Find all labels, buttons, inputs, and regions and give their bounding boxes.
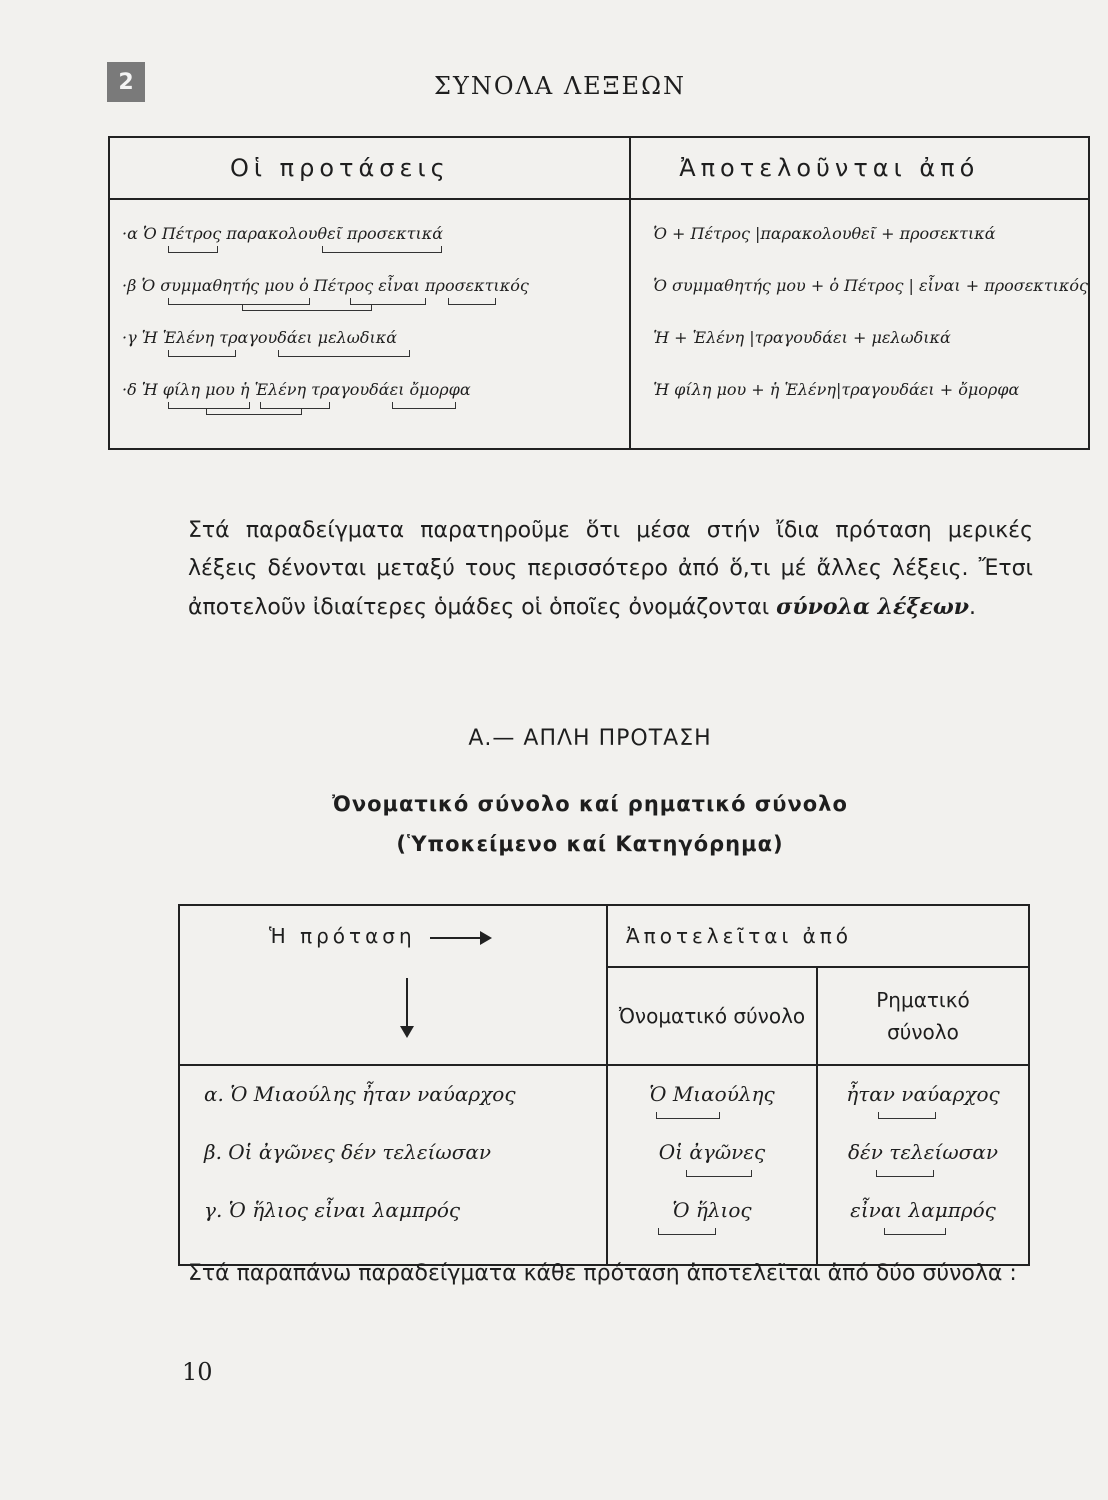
table2-header-composed-of: Ἀποτελεῖται ἀπό <box>607 905 1029 967</box>
table1-parts-row: Ὁ + Πέτρος |παρακολουθεῖ + προσεκτικά <box>653 224 996 243</box>
verbal-group <box>818 1196 1028 1254</box>
table2-header-sentence <box>179 905 607 1065</box>
nominal-group <box>608 1080 816 1138</box>
group-bracket <box>884 1228 946 1235</box>
sentence-text: Ἡ Ἑλένη τραγουδάει μελωδικά <box>141 328 398 347</box>
intro-paragraph <box>188 512 1033 627</box>
table2-header-nominal: Ὀνοματικό σύνολο <box>607 967 817 1065</box>
table1-parts-row: Ἡ φίλη μου + ἡ Ἑλένη|τραγουδάει + ὄμορφα <box>653 380 1020 399</box>
verbal-text: δέν τελείωσαν <box>848 1140 998 1164</box>
row-label: γ <box>127 328 137 347</box>
group-bracket <box>448 298 496 305</box>
nominal-group <box>608 1196 816 1254</box>
arrow-right-icon <box>430 937 490 939</box>
page-title: ΣΥΝΟΛΑ ΛΕΞΕΩΝ <box>434 72 686 100</box>
table1-parts-column <box>630 199 1089 449</box>
nominal-text: Ὁ Μιαούλης <box>649 1082 775 1106</box>
table2-header-verbal: Ρηματικό σύνολο <box>817 967 1029 1065</box>
table2-sentence-row <box>180 1196 606 1254</box>
group-bracket <box>278 350 410 357</box>
page-number: 10 <box>182 1358 213 1386</box>
sentence-text: Ἡ φίλη μου ἡ Ἑλένη τραγουδάει ὄμορφα <box>141 380 471 399</box>
table2-header-sentence-text: Ἡ πρόταση <box>269 924 416 948</box>
row-label: β <box>127 276 137 295</box>
group-bracket <box>168 350 236 357</box>
row-label: β. <box>204 1140 222 1164</box>
group-bracket <box>206 408 302 415</box>
sentence-text: Οἱ ἀγῶνες δέν τελείωσαν <box>228 1140 492 1164</box>
row-label: α <box>127 224 138 243</box>
sentence-text: Ὁ Πέτρος παρακολουθεῖ προσεκτικά <box>143 224 444 243</box>
subheading-parenthetical: (Ὑποκείμενο καί Κατηγόρημα) <box>396 832 784 856</box>
group-bracket <box>658 1228 716 1235</box>
table1-sentence-row: ·β Ὁ συμμαθητής μου ὁ Πέτρος εἶναι προσεκτικός <box>110 274 629 326</box>
group-bracket <box>878 1112 936 1119</box>
nominal-group <box>608 1138 816 1196</box>
sentence-text: Ὁ Μιαούλης ἦταν ναύαρχος <box>230 1082 516 1106</box>
table2-sentence-row <box>180 1138 606 1196</box>
arrow-down-icon <box>406 978 408 1034</box>
table1-header-sentences: Οἱ προτάσεις <box>109 137 630 199</box>
sentence-text: Ὁ ἥλιος εἶναι λαμπρός <box>228 1198 461 1222</box>
group-bracket <box>392 402 456 409</box>
table1-header-composed-of: Ἀποτελοῦνται ἀπό <box>630 137 1089 199</box>
table2-nominal-column <box>607 1065 817 1265</box>
paragraph-text: Στά παραδείγματα παρατηροῦμε ὅτι μέσα στήν ἴδια πρόταση μερικές λέξεις δένονται μεταξύ τους περισσότερο ἀπό ὅ,τι μέ ἄλλες λέξεις. Ἔτσι ἀποτελοῦν ἰδιαίτερες ὁμάδες οἱ ὁποῖες ὀνομάζονται <box>188 518 1033 620</box>
group-bracket <box>168 246 218 253</box>
paragraph-end: . <box>969 595 977 620</box>
table2-verbal-column <box>817 1065 1029 1265</box>
subject-predicate-table <box>178 904 1030 1266</box>
table1-sentences-column <box>109 199 630 449</box>
verbal-text: ἦταν ναύαρχος <box>846 1082 1000 1106</box>
sentence-text: Ὁ συμμαθητής μου ὁ Πέτρος εἶναι προσεκτικός <box>141 276 529 295</box>
group-bracket <box>322 246 442 253</box>
table1-parts-row: Ἡ + Ἑλένη |τραγουδάει + μελωδικά <box>653 328 951 347</box>
sentences-table <box>108 136 1090 450</box>
nominal-text: Οἱ ἀγῶνες <box>658 1140 766 1164</box>
table2-sentence-row <box>180 1080 606 1138</box>
row-label: δ <box>127 380 137 399</box>
bold-term: σύνολα λέξεων <box>776 594 970 620</box>
row-label: γ. <box>204 1198 223 1222</box>
subheading-title: Ὀνοματικό σύνολο καί ρηματικό σύνολο <box>332 792 848 816</box>
nominal-text: Ὁ ἥλιος <box>672 1198 752 1222</box>
chapter-badge: 2 <box>107 62 145 102</box>
group-bracket <box>686 1170 752 1177</box>
table1-sentence-row: ·α Ὁ Πέτρος παρακολουθεῖ προσεκτικά <box>110 222 629 274</box>
table2-sentences-column <box>179 1065 607 1265</box>
table1-parts-row: Ὁ συμμαθητής μου + ὁ Πέτρος | εἶναι + προσεκτικός <box>653 276 1088 295</box>
table1-sentence-row: ·γ Ἡ Ἑλένη τραγουδάει μελωδικά <box>110 326 629 378</box>
closing-paragraph: Στά παραπάνω παραδείγματα κάθε πρόταση ἀποτελεῖται ἀπό δύο σύνολα : <box>188 1261 1017 1286</box>
group-bracket <box>656 1112 720 1119</box>
group-bracket <box>242 304 372 311</box>
section-heading: Α.— ΑΠΛΗ ΠΡΟΤΑΣΗ <box>468 726 712 751</box>
table1-sentence-row: ·δ Ἡ φίλη μου ἡ Ἑλένη τραγουδάει ὄμορφα <box>110 378 629 430</box>
verbal-text: εἶναι λαμπρός <box>850 1198 996 1222</box>
row-label: α. <box>204 1082 224 1106</box>
verbal-group <box>818 1138 1028 1196</box>
group-bracket <box>876 1170 934 1177</box>
verbal-group <box>818 1080 1028 1138</box>
